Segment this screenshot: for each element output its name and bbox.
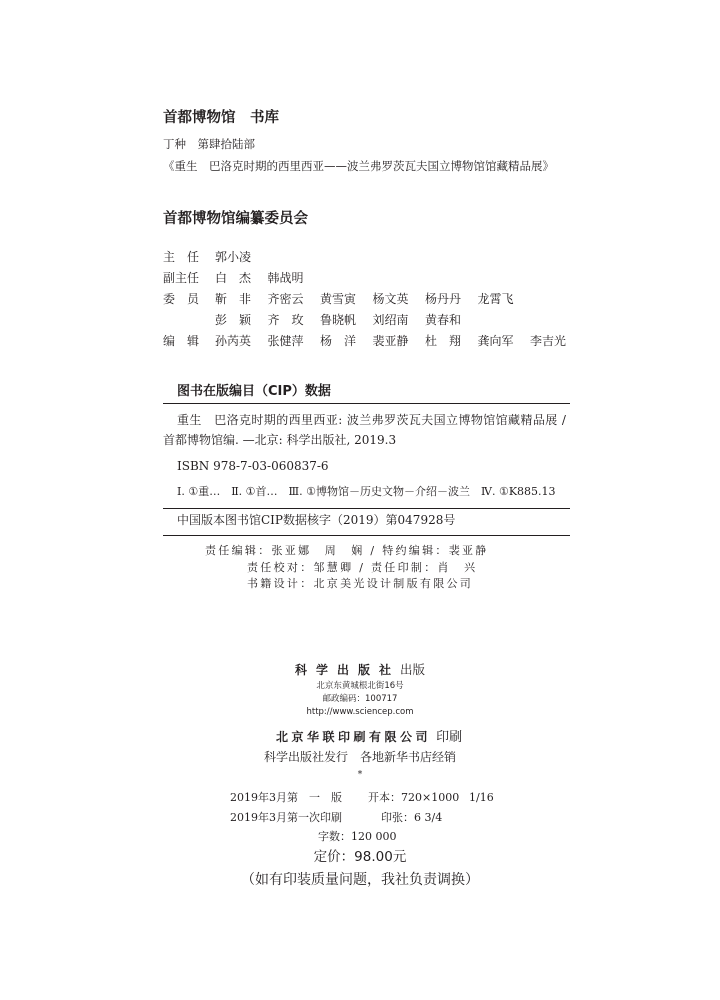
price: 定价：98.00元 [313, 849, 407, 865]
publisher-address: 北京东黄城根北街16号 [316, 681, 404, 691]
separator-asterisk: * [357, 770, 363, 780]
committee-member: 彭 颖 [215, 313, 252, 327]
cip-isbn: ISBN 978-7-03-060837-6 [177, 459, 329, 473]
committee-title: 首都博物馆编纂委员会 [163, 211, 308, 227]
committee-role: 主 任 [163, 250, 200, 264]
committee-member: 郭小凌 [215, 250, 252, 264]
edition-date: 2019年3月第 一 版 [230, 791, 342, 804]
cip-title-line: 重生 巴洛克时期的西里西亚: 波兰弗罗茨瓦夫国立博物馆馆藏精品展 / [177, 413, 567, 427]
printer-line [276, 728, 462, 744]
publisher-logo-text: 科学出版社 [294, 663, 400, 677]
committee-member: 黄春和 [425, 313, 462, 327]
committee-row-members [163, 293, 530, 305]
committee-member: 齐 玫 [267, 313, 304, 327]
cip-middle-rule [163, 508, 570, 509]
committee-member: 孙芮英 [215, 334, 252, 348]
publisher-action: 出版 [400, 662, 426, 677]
committee-member: 黄雪寅 [320, 292, 357, 306]
committee-row-deputy-director [163, 272, 320, 284]
cip-classification: Ⅰ. ①重… Ⅱ. ①首… Ⅲ. ①博物馆－历史文物－介绍－波兰 Ⅳ. ①K885.13 [177, 485, 556, 498]
committee-member: 杨丹丹 [425, 292, 462, 306]
committee-row-director [163, 251, 268, 263]
cip-publication-line: 首都博物馆编. —北京: 科学出版社, 2019.3 [163, 433, 397, 447]
committee-member: 杜 翔 [425, 334, 462, 348]
committee-member: 鲁晓帆 [320, 313, 357, 327]
committee-member: 龚向军 [477, 334, 514, 348]
printed-sheets: 印张：6 3/4 [381, 811, 443, 824]
cip-bottom-rule [163, 535, 570, 536]
committee-role: 委 员 [163, 292, 200, 306]
publisher-url: http://www.sciencep.com [306, 707, 414, 717]
committee-member: 杨 洋 [320, 334, 357, 348]
publisher-postcode: 邮政编码：100717 [322, 694, 398, 704]
credit-editors: 责任编辑：张亚娜 周 娴 / 特约编辑：裴亚静 [205, 544, 489, 557]
committee-member: 靳 非 [215, 292, 252, 306]
distribution-line: 科学出版社发行 各地新华书店经销 [263, 750, 456, 764]
committee-member: 杨文英 [372, 292, 409, 306]
committee-member: 龙霄飞 [477, 292, 514, 306]
printing-date: 2019年3月第一次印刷 [230, 811, 342, 824]
committee-member: 韩战明 [267, 271, 304, 285]
committee-member: 刘绍南 [372, 313, 409, 327]
credit-proofreading: 责任校对：邹慧卿 / 责任印制：肖 兴 [247, 561, 478, 574]
cip-heading: 图书在版编目（CIP）数据 [177, 384, 331, 399]
word-count: 字数：120 000 [318, 830, 397, 843]
printer-name: 北京华联印刷有限公司 [276, 730, 432, 744]
printer-action: 印刷 [436, 730, 463, 745]
committee-member: 齐密云 [267, 292, 304, 306]
quality-notice: （如有印装质量问题，我社负责调换） [241, 872, 479, 888]
book-format-fraction: 1/16 [469, 791, 494, 804]
committee-row-members-continued [163, 314, 478, 326]
library-title: 首都博物馆 书库 [163, 110, 279, 126]
credit-book-design: 书籍设计：北京美光设计制版有限公司 [247, 577, 474, 590]
committee-member: 白 杰 [215, 271, 252, 285]
committee-member: 李吉光 [530, 334, 567, 348]
committee-member: 裴亚静 [372, 334, 409, 348]
committee-role: 编 辑 [163, 334, 200, 348]
committee-member: 张健萍 [267, 334, 304, 348]
book-format: 开本：720×1000 [368, 791, 460, 804]
committee-role: 副主任 [163, 271, 200, 285]
book-title: 《重生 巴洛克时期的西里西亚——波兰弗罗茨瓦夫国立博物馆馆藏精品展》 [163, 159, 554, 173]
cip-record-number: 中国版本图书馆CIP数据核字（2019）第047928号 [177, 513, 456, 527]
cip-top-rule [163, 403, 570, 404]
publisher-line [0, 661, 720, 677]
committee-row-editors [163, 335, 583, 347]
library-series: 丁种 第肆拾陆部 [163, 137, 255, 151]
